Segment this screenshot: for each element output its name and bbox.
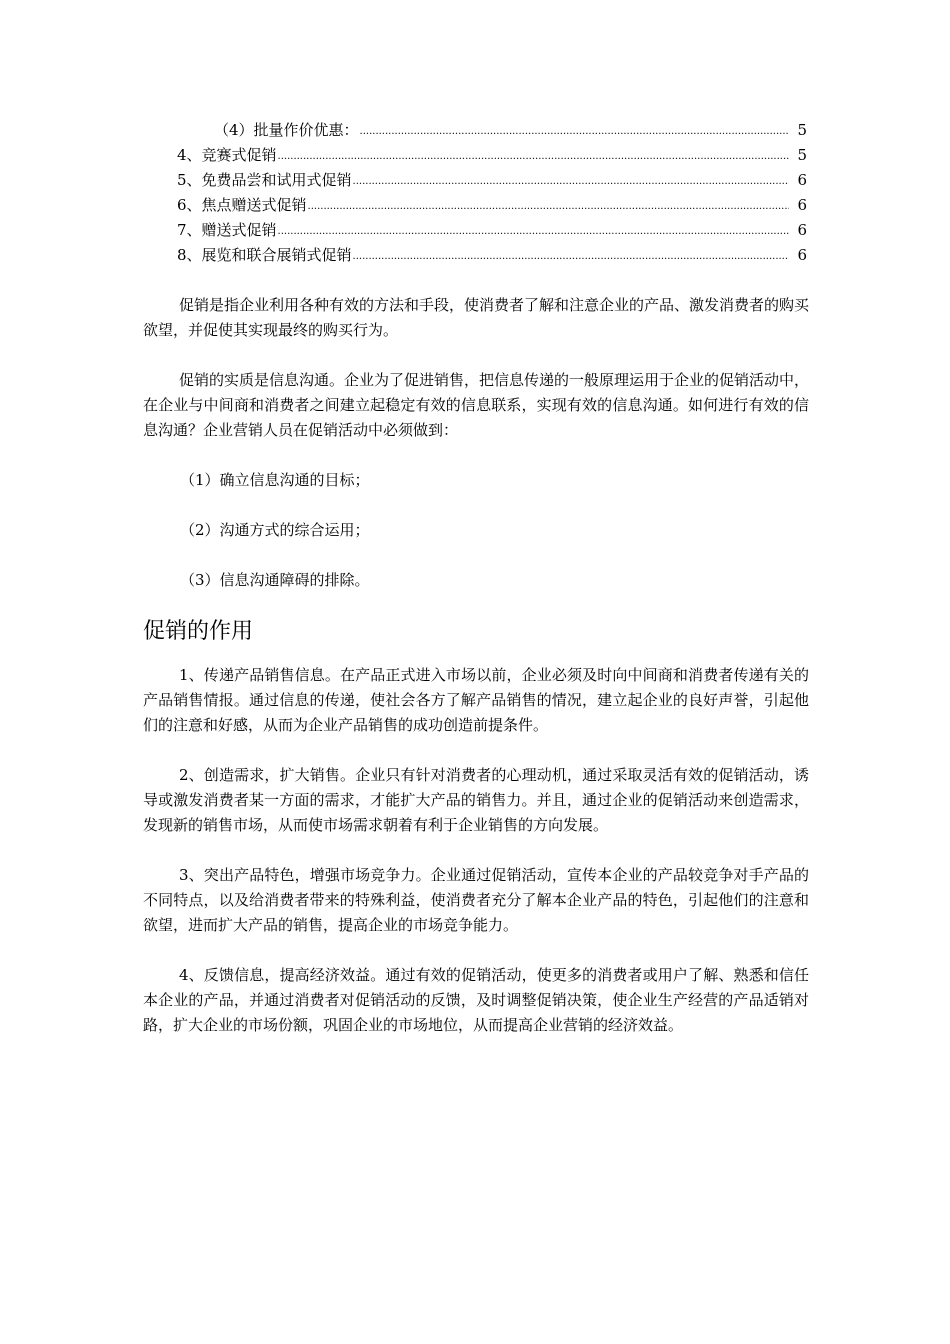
toc-dot-leader — [353, 169, 789, 194]
toc-page-number: 5 — [797, 146, 807, 164]
section-heading: 促销的作用 — [143, 619, 254, 644]
toc-dot-leader — [278, 219, 789, 244]
toc-page-number: 6 — [797, 171, 807, 189]
definition-paragraph: 促销是指企业利用各种有效的方法和手段，使消费者了解和注意企业的产品、激发消费者的购买欲望，并促使其实现最终的购买行为。 — [143, 296, 810, 339]
role-paragraph-block — [143, 763, 809, 838]
table-of-contents — [177, 118, 807, 268]
toc-entry-label: 6、焦点赠送式促销 — [177, 196, 307, 214]
toc-page-number: 6 — [797, 221, 807, 239]
toc-entry[interactable] — [177, 193, 807, 218]
toc-page-number: 5 — [797, 121, 807, 139]
toc-entry-label: 5、免费品尝和试用式促销 — [177, 171, 352, 189]
toc-dot-leader — [278, 144, 789, 169]
requirement-item: （3）信息沟通障碍的排除。 — [180, 571, 370, 589]
role-paragraph-block — [143, 963, 809, 1038]
toc-entry-label: （4）批量作价优惠： — [214, 121, 359, 139]
toc-entry[interactable] — [177, 168, 807, 193]
toc-entry-label: 8、展览和联合展销式促销 — [177, 246, 352, 264]
role-paragraph-block — [143, 663, 809, 738]
role-paragraph-block — [143, 863, 809, 938]
role-paragraph: 4、反馈信息，提高经济效益。通过有效的促销活动，使更多的消费者或用户了解、熟悉和信任本企业的产品，并通过消费者对促销活动的反馈，及时调整促销决策，使企业生产经营的产品适销对路，扩大企业的市场份额，巩固企业的市场地位，从而提高企业营销的经济效益。 — [143, 966, 809, 1034]
toc-entry-label: 4、竞赛式促销 — [177, 146, 277, 164]
toc-dot-leader — [353, 244, 789, 269]
role-paragraph: 3、突出产品特色，增强市场竞争力。企业通过促销活动，宣传本企业的产品较竞争对手产品的不同特点，以及给消费者带来的特殊利益，使消费者充分了解本企业产品的特色，引起他们的注意和欲望，进而扩大产品的销售，提高企业的市场竞争能力。 — [143, 866, 809, 934]
role-paragraph: 2、创造需求，扩大销售。企业只有针对消费者的心理动机，通过采取灵活有效的促销活动，诱导或激发消费者某一方面的需求，才能扩大产品的销售力。并且，通过企业的促销活动来创造需求，发现新的销售市场，从而使市场需求朝着有利于企业销售的方向发展。 — [143, 766, 809, 834]
toc-entry[interactable] — [177, 143, 807, 168]
toc-entry[interactable] — [177, 118, 807, 143]
toc-entry[interactable] — [177, 243, 807, 268]
toc-entry[interactable] — [177, 218, 807, 243]
toc-dot-leader — [360, 119, 789, 144]
essence-paragraph-block — [143, 368, 809, 443]
essence-paragraph: 促销的实质是信息沟通。企业为了促进销售，把信息传递的一般原理运用于企业的促销活动中，在企业与中间商和消费者之间建立起稳定有效的信息联系，实现有效的信息沟通。如何进行有效的信息沟通？企业营销人员在促销活动中必须做到： — [143, 371, 810, 439]
toc-page-number: 6 — [797, 196, 807, 214]
toc-dot-leader — [308, 194, 789, 219]
requirement-item: （1）确立信息沟通的目标； — [180, 471, 370, 489]
requirement-item: （2）沟通方式的综合运用； — [180, 521, 370, 539]
toc-page-number: 6 — [797, 246, 807, 264]
definition-paragraph-block — [143, 293, 809, 343]
role-paragraph: 1、传递产品销售信息。在产品正式进入市场以前，企业必须及时向中间商和消费者传递有关的产品销售情报。通过信息的传递，使社会各方了解产品销售的情况，建立起企业的良好声誉，引起他们的注意和好感，从而为企业产品销售的成功创造前提条件。 — [143, 666, 809, 734]
toc-entry-label: 7、赠送式促销 — [177, 221, 277, 239]
